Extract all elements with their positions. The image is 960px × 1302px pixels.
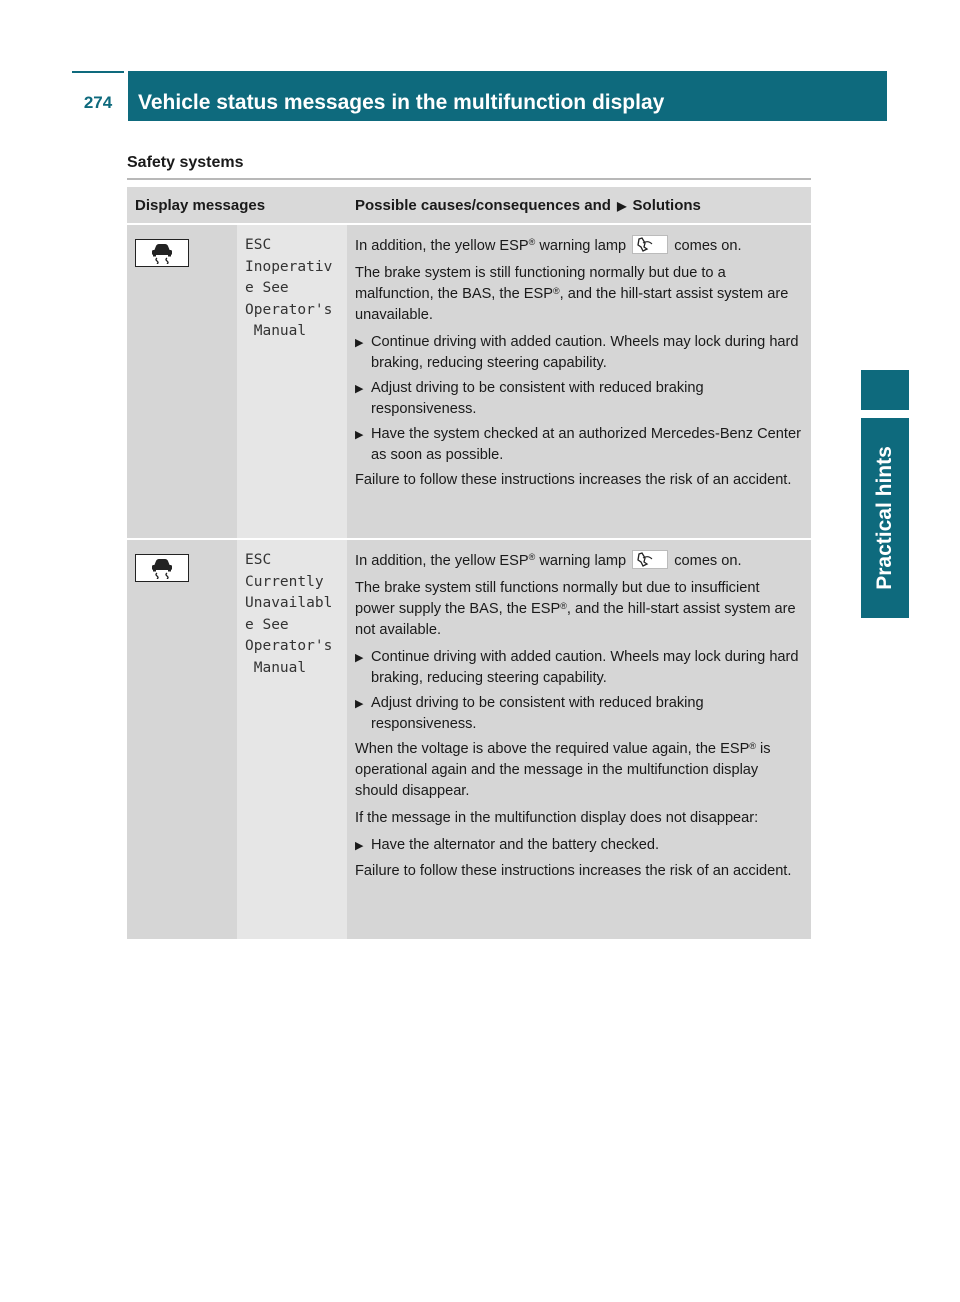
instruction-step bbox=[355, 378, 803, 420]
registered-mark: ® bbox=[749, 741, 756, 751]
paragraph bbox=[355, 578, 803, 641]
registered-mark: ® bbox=[552, 286, 560, 296]
column-header-solutions-part2: Solutions bbox=[632, 196, 701, 214]
side-tab-marker bbox=[861, 370, 909, 410]
text: comes on. bbox=[674, 238, 742, 254]
step-text: Continue driving with added caution. Wheels may lock during hard braking, reducing steering capability. bbox=[371, 649, 799, 686]
step-arrow-icon: ▶ bbox=[355, 840, 364, 852]
step-arrow-icon: ▶ bbox=[355, 698, 364, 710]
column-header-solutions-part1: Possible causes/consequences and bbox=[355, 196, 611, 214]
instruction-step bbox=[355, 424, 803, 466]
step-arrow-icon: ▶ bbox=[355, 652, 364, 664]
paragraph: If the message in the multifunction display does not disappear: bbox=[355, 810, 759, 826]
esp-skidding-car-icon bbox=[135, 239, 189, 267]
step-arrow-icon: ▶ bbox=[355, 383, 364, 395]
esp-skidding-car-icon bbox=[135, 554, 189, 582]
message-cell bbox=[237, 224, 347, 539]
registered-mark: ® bbox=[528, 237, 536, 247]
warning-lamp-icon bbox=[632, 235, 668, 254]
text: , and the hill-start assist system are not available. bbox=[355, 601, 796, 638]
page-title: Vehicle status messages in the multifunction display bbox=[128, 71, 887, 121]
text: warning lamp bbox=[535, 553, 627, 569]
side-tab bbox=[861, 418, 909, 618]
instruction-step bbox=[355, 332, 803, 374]
text: , and the hill-start assist system are unavailable. bbox=[355, 286, 789, 323]
table-row bbox=[127, 224, 811, 539]
table-header-row bbox=[127, 187, 811, 224]
status-message-table bbox=[127, 187, 811, 939]
column-header-display-messages: Display messages bbox=[127, 187, 347, 224]
solution-cell bbox=[347, 224, 811, 539]
paragraph bbox=[355, 235, 803, 257]
text: The brake system still functions normally but due to insufficient power supply the BAS, the ESP bbox=[355, 580, 760, 617]
text: The brake system is still functioning normally but due to a malfunction, the BAS, the ESP bbox=[355, 265, 726, 302]
display-message: ESC Inoperativ e See Operator's Manual bbox=[245, 237, 333, 339]
icon-cell bbox=[127, 224, 237, 539]
step-text: Adjust driving to be consistent with reduced braking responsiveness. bbox=[371, 380, 704, 417]
step-arrow-icon: ▶ bbox=[355, 337, 364, 349]
step-text: Have the alternator and the battery checked. bbox=[371, 837, 660, 853]
paragraph bbox=[355, 739, 803, 802]
instruction-step bbox=[355, 647, 803, 689]
page-number: 274 bbox=[72, 71, 124, 121]
step-text: Continue driving with added caution. Wheels may lock during hard braking, reducing steering capability. bbox=[371, 334, 799, 371]
instruction-step bbox=[355, 693, 803, 735]
page-header bbox=[72, 71, 887, 121]
step-text: Adjust driving to be consistent with reduced braking responsiveness. bbox=[371, 695, 704, 732]
text: comes on. bbox=[674, 553, 742, 569]
play-arrow-icon: ▶ bbox=[617, 198, 627, 213]
step-arrow-icon: ▶ bbox=[355, 429, 364, 441]
text: warning lamp bbox=[535, 238, 627, 254]
text: In addition, the yellow ESP bbox=[355, 238, 529, 254]
text: In addition, the yellow ESP bbox=[355, 553, 529, 569]
text: is operational again and the message in the multifunction display should disappear. bbox=[355, 741, 771, 799]
warning-lamp-icon bbox=[632, 550, 668, 569]
solution-cell bbox=[347, 539, 811, 939]
side-tab-label: Practical hints bbox=[873, 446, 896, 590]
display-message: ESC Currently Unavailabl e See Operator's Manual bbox=[245, 552, 333, 676]
warning-paragraph: Failure to follow these instructions increases the risk of an accident. bbox=[355, 472, 792, 488]
table-row bbox=[127, 539, 811, 939]
column-header-solutions bbox=[347, 187, 811, 224]
message-cell bbox=[237, 539, 347, 939]
step-text: Have the system checked at an authorized Mercedes-Benz Center as soon as possible. bbox=[371, 426, 801, 463]
paragraph bbox=[355, 550, 803, 572]
warning-paragraph: Failure to follow these instructions increases the risk of an accident. bbox=[355, 863, 792, 879]
registered-mark: ® bbox=[528, 552, 536, 562]
registered-mark: ® bbox=[560, 601, 567, 611]
text: When the voltage is above the required value again, the ESP bbox=[355, 741, 750, 757]
instruction-step bbox=[355, 835, 803, 857]
icon-cell bbox=[127, 539, 237, 939]
paragraph bbox=[355, 263, 803, 326]
section-title: Safety systems bbox=[127, 154, 811, 180]
